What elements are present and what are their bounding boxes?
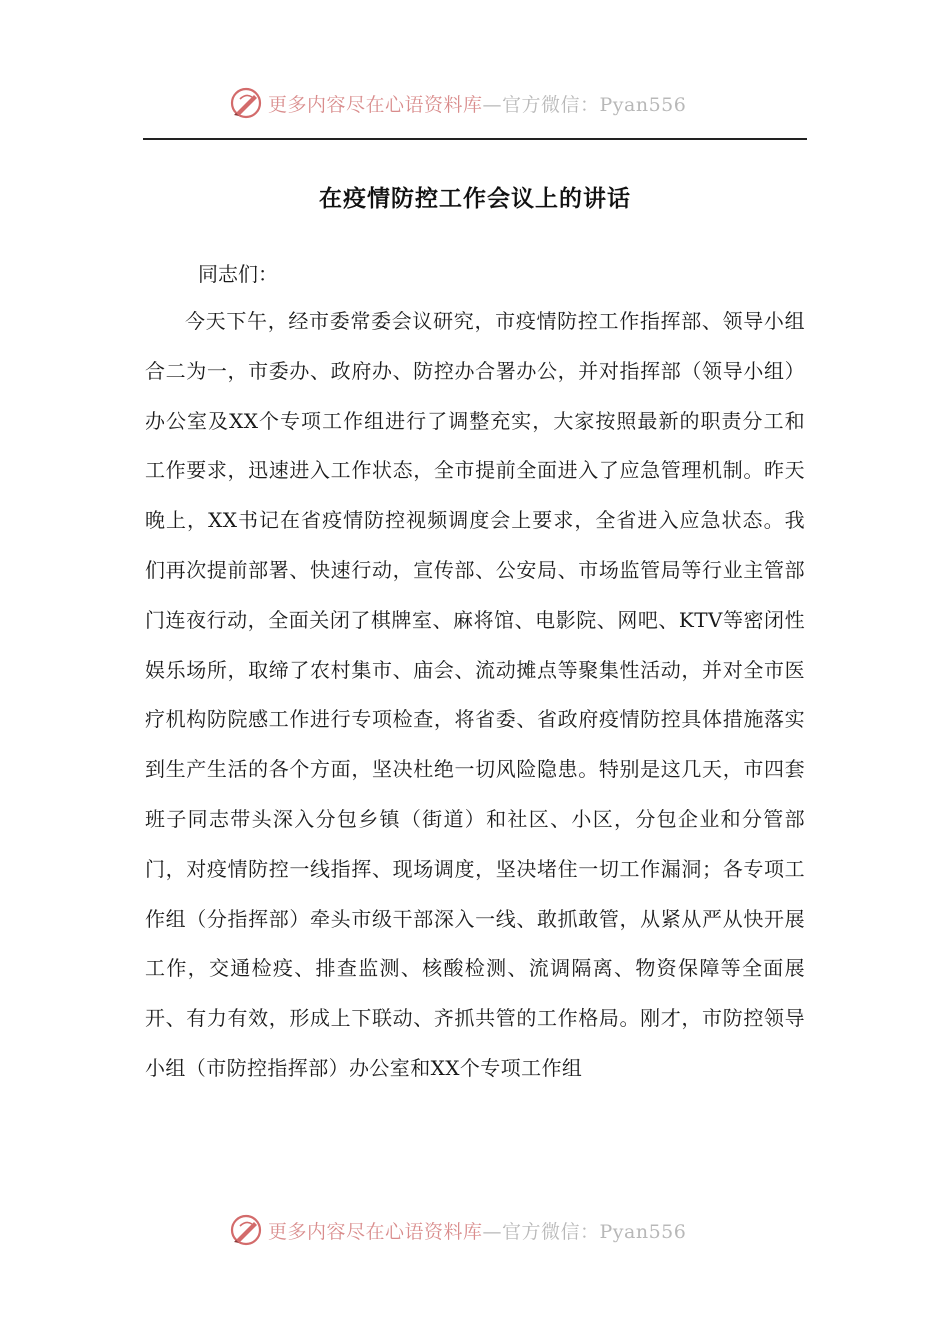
banner-text: [268, 1217, 686, 1244]
pen-logo-icon: [228, 85, 264, 121]
body-paragraph: 今天下午，经市委常委会议研究，市疫情防控工作指挥部、领导小组合二为一，市委办、政府办、防控办合署办公，并对指挥部（领导小组）办公室及XX个专项工作组进行了调整充实，大家按照最新的职责分工和工作要求，迅速进入工作状态，全市提前全面进入了应急管理机制。昨天晚上，XX书记在省疫情防控视频调度会上要求，全省进入应急状态。我们再次提前部署、快速行动，宣传部、公安局、市场监管局等行业主管部门连夜行动，全面关闭了棋牌室、麻将馆、电影院、网吧、KTV等密闭性娱乐场所，取缔了农村集市、庙会、流动摊点等聚集性活动，并对全市医疗机构防院感工作进行专项检查，将省委、省政府疫情防控具体措施落实到生产生活的各个方面，坚决杜绝一切风险隐患。特别是这几天，市四套班子同志带头深入分包乡镇（街道）和社区、小区，分包企业和分管部门，对疫情防控一线指挥、现场调度，坚决堵住一切工作漏洞；各专项工作组（分指挥部）牵头市级干部深入一线、敢抓敢管，从紧从严从快开展工作，交通检疫、排查监测、核酸检测、流调隔离、物资保障等全面展开、有力有效，形成上下联动、齐抓共管的工作格局。刚才，市防控领导小组（市防控指挥部）办公室和XX个专项工作组: [145, 309, 805, 1080]
banner-text: [268, 90, 686, 117]
salutation: 同志们：: [198, 262, 278, 286]
banner-site-text: 更多内容尽在心语资料库: [268, 1220, 483, 1243]
header-divider: [143, 138, 807, 140]
document-title: 在疫情防控工作会议上的讲话: [319, 185, 631, 212]
banner-site-text: 更多内容尽在心语资料库: [268, 93, 483, 116]
banner-wechat-text: —官方微信：Pyan556: [482, 1220, 687, 1243]
banner-wechat-text: —官方微信：Pyan556: [482, 93, 687, 116]
header-watermark-banner: [228, 83, 728, 123]
pen-logo-icon: [228, 1212, 264, 1248]
footer-watermark-banner: [228, 1210, 728, 1250]
